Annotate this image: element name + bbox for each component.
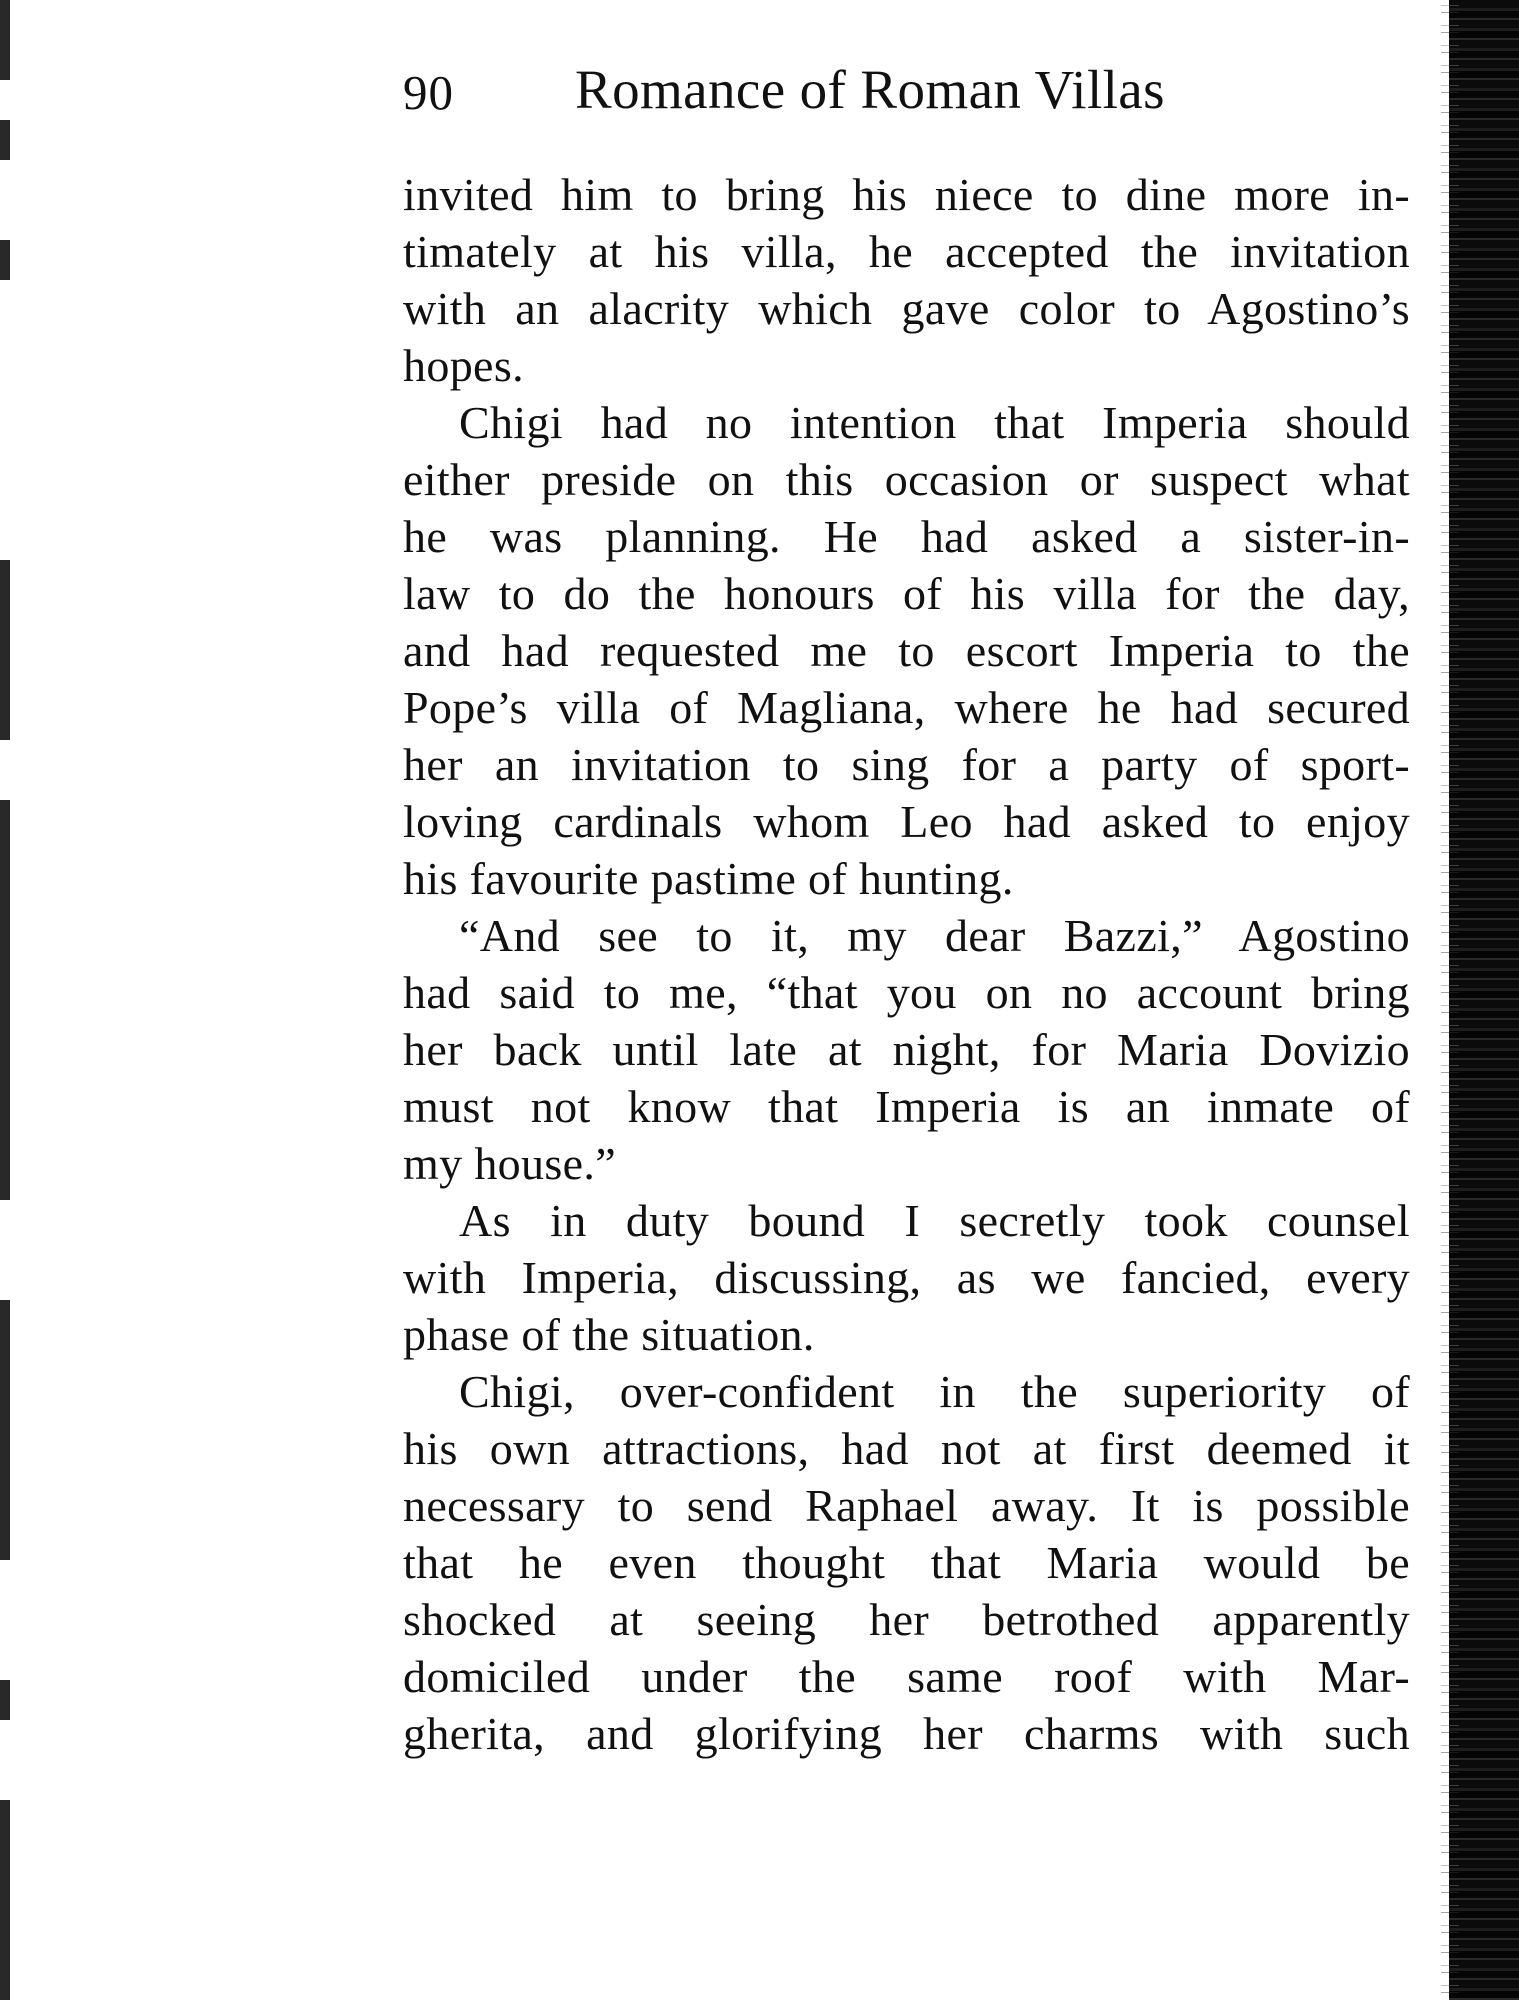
text-line: with an alacrity which gave color to Agostino’s [403, 283, 1410, 334]
text-line: invited him to bring his niece to dine more in- [403, 169, 1410, 220]
text-line: gherita, and glorifying her charms with such [403, 1708, 1410, 1759]
paragraph-first-line: As in duty bound I secretly took counsel [459, 1195, 1410, 1246]
text-line: either preside on this occasion or suspect what [403, 454, 1410, 505]
text-line: my house.” [403, 1138, 617, 1189]
page-header [403, 58, 1253, 128]
paragraph-first-line: Chigi had no intention that Imperia should [459, 397, 1410, 448]
text-line: domiciled under the same roof with Mar- [403, 1651, 1410, 1702]
text-line: necessary to send Raphael away. It is possible [403, 1480, 1410, 1531]
text-line: and had requested me to escort Imperia to the [403, 625, 1410, 676]
paragraph-first-line: Chigi, over-confident in the superiority of [459, 1366, 1410, 1417]
text-line: his favourite pastime of hunting. [403, 853, 1014, 904]
text-line: her back until late at night, for Maria Dovizio [403, 1024, 1410, 1075]
text-line: he was planning. He had asked a sister-in- [403, 511, 1410, 562]
running-title: Romance of Roman Villas [575, 59, 1165, 120]
text-line: with Imperia, discussing, as we fancied, every [403, 1252, 1410, 1303]
text-line: her an invitation to sing for a party of sport- [403, 739, 1410, 790]
paragraph-first-line: “And see to it, my dear Bazzi,” Agostino [459, 910, 1410, 961]
text-line: timately at his villa, he accepted the invitation [403, 226, 1410, 277]
text-line: phase of the situation. [403, 1309, 815, 1360]
text-line: Pope’s villa of Magliana, where he had secured [403, 682, 1410, 733]
text-line: must not know that Imperia is an inmate of [403, 1081, 1410, 1132]
text-line: law to do the honours of his villa for the day, [403, 568, 1410, 619]
text-line: shocked at seeing her betrothed apparently [403, 1594, 1410, 1645]
page-number: 90 [403, 65, 454, 120]
scanned-page-left-edge [0, 0, 10, 2000]
text-line: had said to me, “that you on no account bring [403, 967, 1410, 1018]
text-line: loving cardinals whom Leo had asked to enjoy [403, 796, 1410, 847]
text-line: hopes. [403, 340, 524, 391]
text-line: that he even thought that Maria would be [403, 1537, 1410, 1588]
text-line: his own attractions, had not at first deemed it [403, 1423, 1410, 1474]
scanned-page-right-edge [1449, 0, 1519, 2000]
